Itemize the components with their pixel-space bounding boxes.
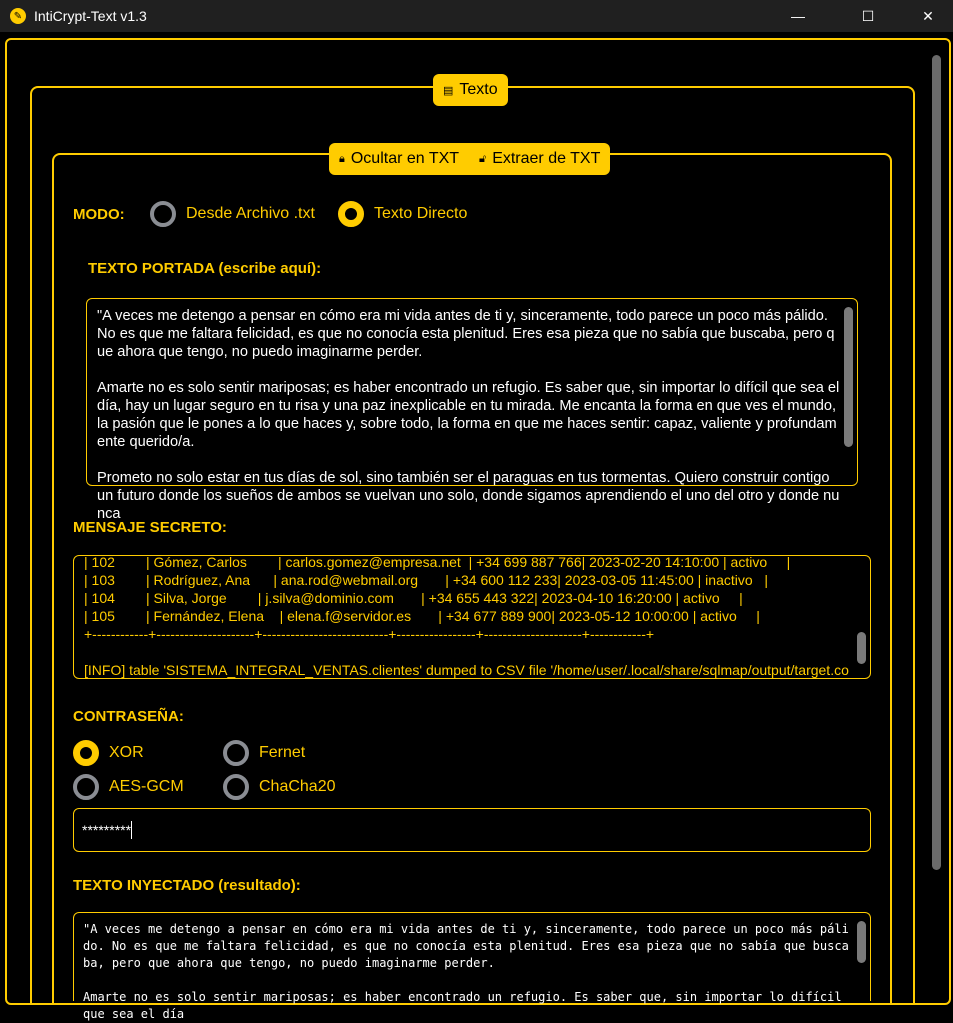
- result-text: "A veces me detengo a pensar en cómo era mi vida antes de ti y, sinceramente, todo parece un poco más pálido. No es que me faltara felicidad, es que no conocía esta plenitud. Eres esa pieza que no sabía que buscaba, pero que ahora que tengo, no puedo imaginarme perder. Amarte no es solo sentir mariposas; es haber encontrado un refugio. Es saber que, sin importar lo difícil que sea el día: [83, 922, 849, 1021]
- document-icon: ▤: [443, 84, 454, 97]
- result-text-area[interactable]: [73, 912, 871, 1021]
- text-cursor: [131, 821, 132, 839]
- main-scrollbar[interactable]: [932, 55, 941, 870]
- radio-fernet[interactable]: [223, 740, 305, 766]
- title-bar: [0, 0, 953, 32]
- tab-texto[interactable]: [433, 74, 508, 106]
- window-title: IntiCrypt-Text v1.3: [34, 8, 147, 24]
- secret-line: | 103 | Rodríguez, Ana | ana.rod@webmail.org | +34 600 112 233| 2023-03-05 11:45:00 | inactivo |: [84, 572, 768, 588]
- secret-line: | 102 | Gómez, Carlos | carlos.gomez@empresa.net | +34 699 887 766| 2023-02-20 14:10:00 | activo |: [84, 554, 791, 570]
- secret-line: | 105 | Fernández, Elena | elena.f@servidor.es | +34 677 889 900| 2023-05-12 10:00:00 | activo |: [84, 608, 760, 624]
- cover-text: "A veces me detengo a pensar en cómo era mi vida antes de ti y, sinceramente, todo parece un poco más pálido. No es que me faltara felicidad, es que no conocía esta plenitud. Eres esa pieza que no sabía que buscaba, pero que ahora que tengo, no puedo imaginarme perder. Amarte no es solo sentir mariposas; es haber encontrado un refugio. Es saber que, sin importar lo difícil que sea el día, hay un lugar seguro en tu risa y una paz inexplicable en tu mirada. Me encanta la forma en que ves el mundo, la pasión que le pones a lo que haces y, sobre todo, la forma en que me haces sentir: capaz, valiente y profundamente querido/a. Prometo no solo estar en tus días de sol, sino también ser el paraguas en tus tormentas. Quiero construir contigo un futuro donde los sueños de ambos se vuelvan uno solo, donde sigamos aprendiendo el uno del otro y donde nunca: [97, 308, 840, 522]
- radio-icon: [150, 201, 176, 227]
- radio-icon: [73, 774, 99, 800]
- radio-icon: [223, 740, 249, 766]
- tab-extraer[interactable]: [479, 150, 600, 168]
- radio-aes-gcm[interactable]: [73, 774, 184, 800]
- cover-text-area[interactable]: [86, 298, 858, 522]
- secret-label: MENSAJE SECRETO:: [73, 519, 227, 536]
- app-logo-icon: ✎: [10, 8, 26, 24]
- radio-desde-archivo[interactable]: [150, 201, 315, 227]
- mode-label: MODO:: [73, 206, 125, 223]
- tab-label: Ocultar en TXT: [350, 150, 460, 167]
- lock-icon: 🔒︎: [339, 152, 345, 165]
- radio-icon: [223, 774, 249, 800]
- secret-scrollbar[interactable]: [857, 632, 866, 664]
- radio-xor[interactable]: [73, 740, 144, 766]
- result-label: TEXTO INYECTADO (resultado):: [73, 877, 301, 894]
- close-button[interactable]: ✕: [922, 7, 934, 24]
- tab-label: Extraer de TXT: [492, 150, 601, 167]
- radio-label: XOR: [109, 744, 144, 761]
- minimize-button[interactable]: —: [791, 8, 805, 24]
- radio-chacha20[interactable]: [223, 774, 336, 800]
- radio-label: Fernet: [259, 744, 306, 761]
- password-value: *********: [82, 822, 132, 838]
- password-input[interactable]: [73, 808, 871, 852]
- maximize-button[interactable]: ☐: [861, 7, 875, 24]
- secret-line: [84, 643, 849, 661]
- secret-line: +------------+---------------------+---------------------------+-----------------+---------------------+------------+: [84, 626, 655, 642]
- cover-scrollbar[interactable]: [844, 307, 853, 447]
- radio-label: Texto Directo: [374, 205, 468, 222]
- radio-selected-icon: [338, 201, 364, 227]
- secret-line: [INFO] table 'SISTEMA_INTEGRAL_VENTAS.clientes' dumped to CSV file '/home/user/.local/share/sqlmap/output/target.co: [84, 662, 849, 678]
- tab-ocultar[interactable]: [339, 150, 459, 168]
- result-scrollbar[interactable]: [857, 921, 866, 963]
- secret-line: | 104 | Silva, Jorge | j.silva@dominio.com | +34 655 443 322| 2023-04-10 16:20:00 | activo |: [84, 590, 743, 606]
- password-label: CONTRASEÑA:: [73, 708, 184, 725]
- unlock-icon: 🔓︎: [479, 152, 487, 165]
- radio-texto-directo[interactable]: [338, 201, 467, 227]
- cover-label: TEXTO PORTADA (escribe aquí):: [88, 260, 322, 277]
- secret-text: [84, 553, 849, 679]
- radio-label: ChaCha20: [259, 778, 336, 795]
- secret-text-area[interactable]: [73, 555, 871, 679]
- radio-selected-icon: [73, 740, 99, 766]
- radio-label: AES-GCM: [109, 778, 184, 795]
- tab-label: Texto: [459, 81, 498, 98]
- radio-label: Desde Archivo .txt: [186, 205, 315, 222]
